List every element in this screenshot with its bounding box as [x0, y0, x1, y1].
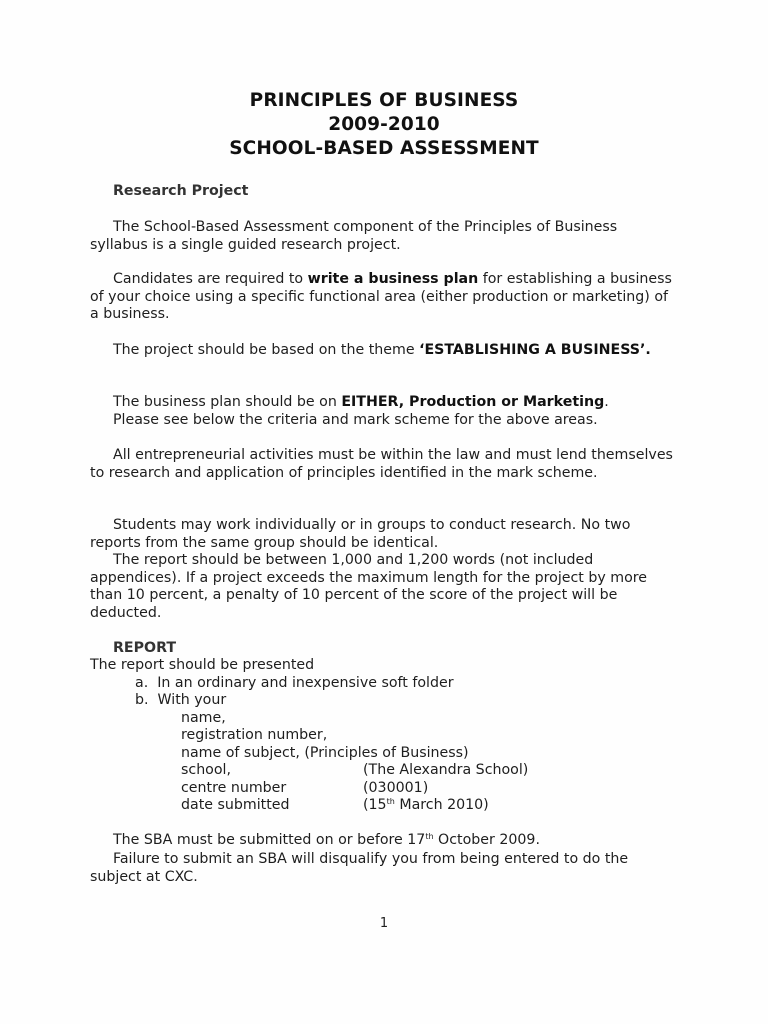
line: Please see below the criteria and mark scheme for the above areas.	[113, 411, 598, 428]
page-number: 1	[379, 916, 389, 931]
report-heading: REPORT	[113, 640, 177, 656]
paragraph-failure: Failure to submit an SBA will disqualify you from being entered to do the subject at CXC.	[90, 851, 629, 885]
detail-centre-label: centre number	[181, 780, 287, 796]
paragraph-law: All entrepreneurial activities must be within the law and must lend themselves to research and application of principles identified in the mark scheme.	[90, 447, 673, 481]
paragraph-word-count: The report should be between 1,000 and 1,200 words (not included appendices). If a project exceeds the maximum length for the project by more than 10 percent, a penalty of 10 percent of the score of the project will be deducted.	[90, 552, 648, 621]
emphasis: ‘ESTABLISHING A BUSINESS’.	[419, 342, 651, 358]
emphasis: write a business plan	[307, 271, 479, 287]
text: The project should be based on the theme	[113, 342, 420, 358]
detail-school-label: school,	[181, 762, 231, 778]
report-list-item-b	[135, 692, 226, 710]
section-heading-research-project: Research Project	[113, 183, 249, 199]
text: March 2010)	[394, 797, 489, 813]
list-text: In an ordinary and inexpensive soft folder	[157, 675, 454, 691]
text: October 2009.	[433, 832, 540, 848]
doc-title-line-2: 2009-2010	[328, 114, 440, 135]
emphasis: EITHER, Production or Marketing	[341, 394, 605, 410]
report-intro: The report should be presented	[90, 657, 315, 673]
text: The business plan should be on	[113, 394, 342, 410]
superscript: th	[386, 797, 395, 806]
doc-title-line-3: SCHOOL-BASED ASSESSMENT	[229, 138, 539, 159]
report-list-item-a	[135, 675, 454, 693]
list-marker: a.	[135, 675, 149, 691]
text: .	[604, 394, 609, 410]
text: The SBA must be submitted on or before 17	[113, 832, 426, 848]
text: (15	[363, 797, 387, 813]
text: for establishing a business of your choice using a specific functional area (either production or marketing) of a business.	[90, 271, 672, 323]
doc-title-line-1: PRINCIPLES OF BUSINESS	[249, 90, 519, 111]
paragraph-functional-area	[90, 394, 698, 429]
list-text: With your	[157, 692, 227, 708]
line	[113, 394, 698, 412]
text: Candidates are required to	[113, 271, 308, 287]
paragraph-deadline	[90, 832, 675, 850]
detail-date-label: date submitted	[181, 797, 290, 813]
paragraph-intro: The School-Based Assessment component of the Principles of Business syllabus is a single guided research project.	[90, 219, 618, 253]
detail-name: name,	[181, 710, 226, 726]
list-marker: b.	[135, 692, 149, 708]
paragraph-theme	[90, 342, 675, 360]
detail-centre-value: (030001)	[363, 780, 429, 796]
paragraph-groups: Students may work individually or in groups to conduct research. No two reports from the same group should be identical.	[90, 517, 631, 551]
detail-date-value	[363, 797, 489, 815]
paragraph-business-plan	[90, 271, 675, 324]
detail-school-value: (The Alexandra School)	[363, 762, 529, 778]
superscript: th	[425, 832, 434, 841]
detail-subject: name of subject, (Principles of Business)	[181, 745, 469, 761]
detail-registration: registration number,	[181, 727, 328, 743]
